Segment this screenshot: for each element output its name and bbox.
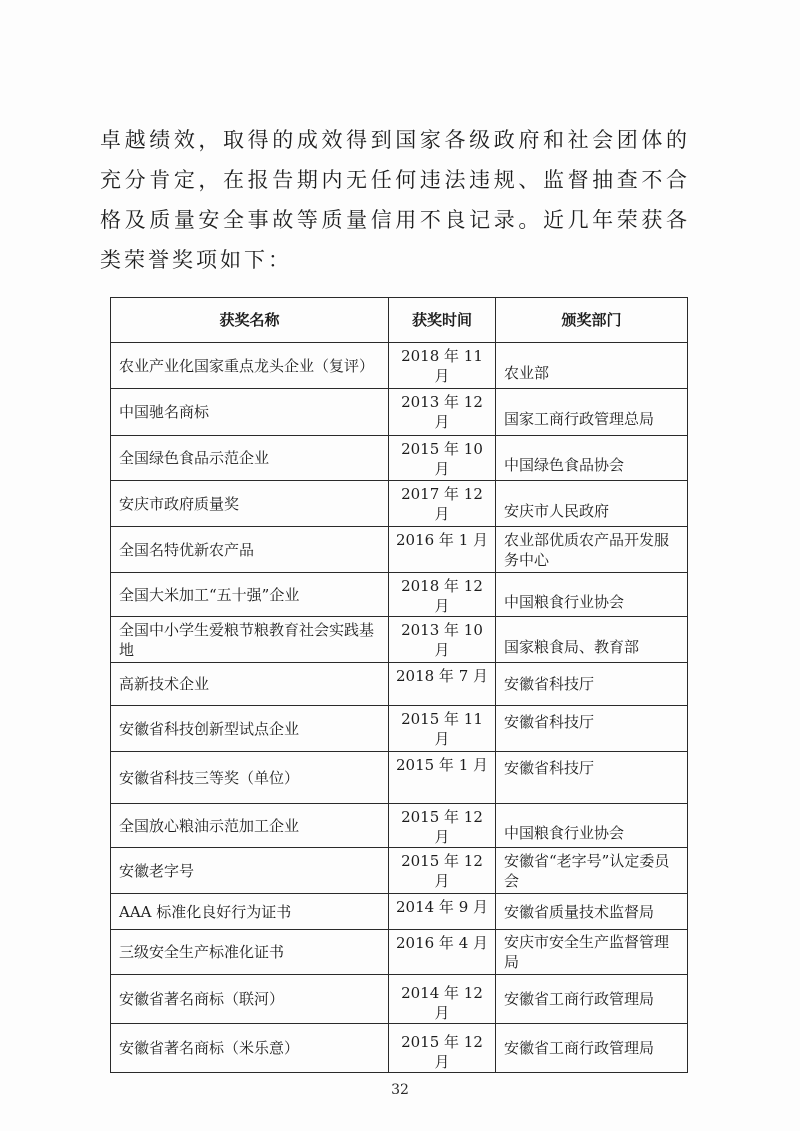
table-row — [111, 930, 688, 975]
intro-paragraph: 卓越绩效，取得的成效得到国家各级政府和社会团体的充分肯定，在报告期内无任何违法违规、监督抽查不合格及质量安全事故等质量信用不良记录。近几年荣获各类荣誉奖项如下： — [100, 128, 690, 272]
award-date: 2017 年 12 月 — [389, 481, 496, 527]
award-name: AAA 标准化良好行为证书 — [111, 894, 389, 930]
award-dept: 安徽省质量技术监督局 — [496, 894, 688, 930]
award-date: 2014 年 9 月 — [389, 894, 496, 930]
table-row — [111, 848, 688, 894]
award-name: 全国绿色食品示范企业 — [111, 436, 389, 481]
page-number: 32 — [391, 1082, 409, 1098]
award-dept: 安徽省工商行政管理局 — [496, 975, 688, 1024]
award-dept: 安庆市人民政府 — [496, 481, 688, 527]
award-date: 2013 年 12 月 — [389, 389, 496, 436]
award-date: 2015 年 11 月 — [389, 706, 496, 752]
award-date: 2015 年 1 月 — [389, 752, 496, 804]
awards-table — [110, 297, 688, 1073]
award-name: 安徽老字号 — [111, 848, 389, 894]
award-date: 2015 年 12 月 — [389, 1024, 496, 1073]
award-name: 全国大米加工“五十强”企业 — [111, 573, 389, 617]
table-header-row — [111, 298, 688, 343]
table-row — [111, 617, 688, 663]
award-dept: 安徽省“老字号”认定委员会 — [496, 848, 688, 894]
award-name: 安徽省著名商标（联河） — [111, 975, 389, 1024]
table-row — [111, 436, 688, 481]
table-row — [111, 1024, 688, 1073]
award-date: 2016 年 4 月 — [389, 930, 496, 975]
table-row — [111, 573, 688, 617]
award-dept: 农业部优质农产品开发服务中心 — [496, 527, 688, 573]
award-date: 2018 年 11 月 — [389, 343, 496, 389]
award-date: 2013 年 10 月 — [389, 617, 496, 663]
table-row — [111, 343, 688, 389]
header-award-name: 获奖名称 — [111, 298, 389, 343]
table-row — [111, 527, 688, 573]
award-name: 安徽省科技三等奖（单位） — [111, 752, 389, 804]
award-dept: 安徽省工商行政管理局 — [496, 1024, 688, 1073]
award-dept: 国家工商行政管理总局 — [496, 389, 688, 436]
table-row — [111, 975, 688, 1024]
table-row — [111, 804, 688, 848]
award-name: 中国驰名商标 — [111, 389, 389, 436]
award-date: 2018 年 12 月 — [389, 573, 496, 617]
award-name: 安徽省科技创新型试点企业 — [111, 706, 389, 752]
award-dept: 中国粮食行业协会 — [496, 804, 688, 848]
award-name: 全国放心粮油示范加工企业 — [111, 804, 389, 848]
award-date: 2016 年 1 月 — [389, 527, 496, 573]
table-row — [111, 706, 688, 752]
award-dept: 农业部 — [496, 343, 688, 389]
award-dept: 安徽省科技厅 — [496, 752, 688, 804]
award-date: 2015 年 10 月 — [389, 436, 496, 481]
header-award-date: 获奖时间 — [389, 298, 496, 343]
table-row — [111, 894, 688, 930]
award-name: 安庆市政府质量奖 — [111, 481, 389, 527]
table-row — [111, 752, 688, 804]
award-dept: 安徽省科技厅 — [496, 663, 688, 706]
header-award-dept: 颁奖部门 — [496, 298, 688, 343]
award-dept: 安庆市安全生产监督管理局 — [496, 930, 688, 975]
table-row — [111, 481, 688, 527]
award-dept: 中国绿色食品协会 — [496, 436, 688, 481]
award-name: 安徽省著名商标（米乐意） — [111, 1024, 389, 1073]
award-date: 2015 年 12 月 — [389, 848, 496, 894]
award-date: 2014 年 12 月 — [389, 975, 496, 1024]
award-name: 农业产业化国家重点龙头企业（复评） — [111, 343, 389, 389]
table-row — [111, 389, 688, 436]
award-dept: 国家粮食局、教育部 — [496, 617, 688, 663]
award-name: 高新技术企业 — [111, 663, 389, 706]
award-name: 三级安全生产标准化证书 — [111, 930, 389, 975]
award-date: 2015 年 12 月 — [389, 804, 496, 848]
table-row — [111, 663, 688, 706]
award-dept: 安徽省科技厅 — [496, 706, 688, 752]
award-name: 全国中小学生爱粮节粮教育社会实践基地 — [111, 617, 389, 663]
award-name: 全国名特优新农产品 — [111, 527, 389, 573]
award-date: 2018 年 7 月 — [389, 663, 496, 706]
award-dept: 中国粮食行业协会 — [496, 573, 688, 617]
